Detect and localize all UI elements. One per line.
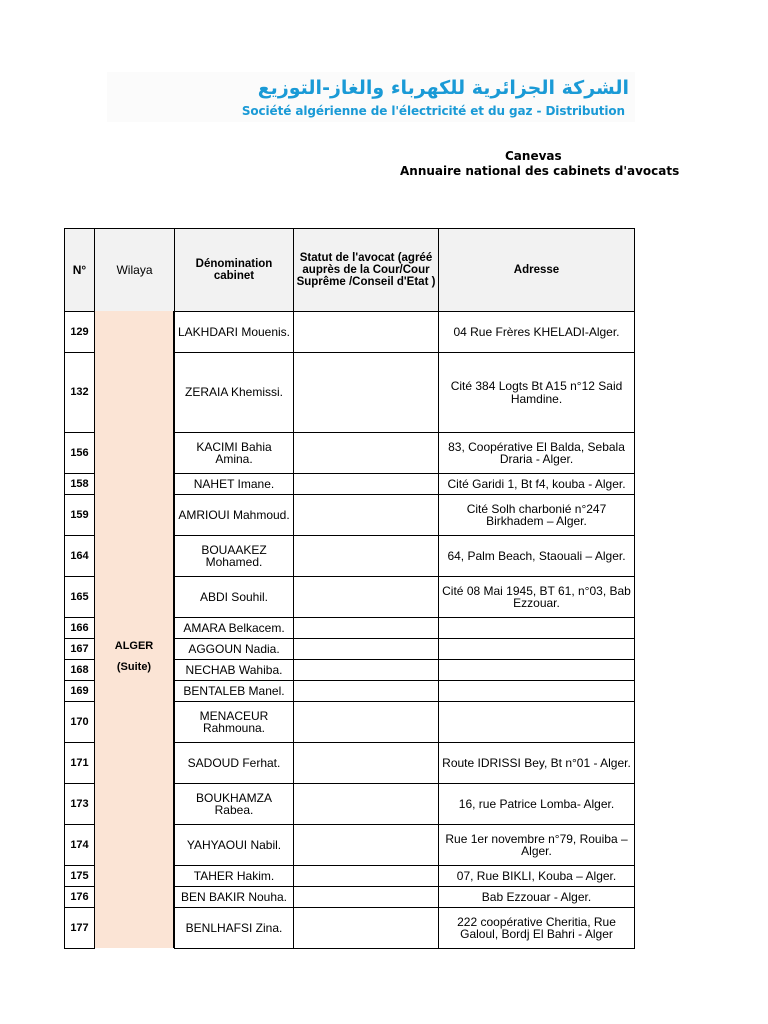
cell-denomination: NECHAB Wahiba.	[174, 659, 294, 681]
cell-adresse: Cité 08 Mai 1945, BT 61, n°03, Bab Ezzouar.	[438, 576, 635, 618]
cell-statut	[293, 352, 439, 433]
wilaya-name: ALGER	[114, 640, 154, 652]
cell-adresse	[438, 680, 635, 702]
cell-denomination: SADOUD Ferhat.	[174, 742, 294, 784]
cell-no: 165	[64, 576, 95, 618]
cell-adresse: Cité 384 Logts Bt A15 n°12 Said Hamdine.	[438, 352, 635, 433]
cell-statut	[293, 865, 439, 887]
cell-adresse	[438, 659, 635, 681]
cell-no: 158	[64, 473, 95, 495]
header-number: N°	[64, 228, 95, 312]
cell-denomination: LAKHDARI Mouenis.	[174, 311, 294, 353]
logo-french-text: Société algérienne de l'électricité et du gaz - Distribution	[241, 104, 625, 118]
cell-statut	[293, 701, 439, 743]
cell-no: 129	[64, 311, 95, 353]
header-statut: Statut de l'avocat (agréé auprès de la Cour/Cour Suprême /Conseil d'Etat )	[293, 228, 439, 312]
cell-statut	[293, 617, 439, 639]
cell-statut	[293, 680, 439, 702]
cell-statut	[293, 886, 439, 908]
header-wilaya: Wilaya	[94, 228, 175, 312]
cell-adresse: Bab Ezzouar - Alger.	[438, 886, 635, 908]
cell-no: 175	[64, 865, 95, 887]
cell-denomination: BOUAAKEZ Mohamed.	[174, 535, 294, 577]
cell-statut	[293, 576, 439, 618]
cell-no: 167	[64, 638, 95, 660]
cell-adresse	[438, 617, 635, 639]
cell-adresse: 222 coopérative Cheritia, Rue Galoul, Bordj El Bahri - Alger	[438, 907, 635, 949]
cell-denomination: BENTALEB Manel.	[174, 680, 294, 702]
cell-no: 170	[64, 701, 95, 743]
cell-no: 159	[64, 494, 95, 536]
cell-no: 174	[64, 824, 95, 866]
cell-statut	[293, 432, 439, 474]
cell-denomination: KACIMI Bahia Amina.	[174, 432, 294, 474]
cell-denomination: AMARA Belkacem.	[174, 617, 294, 639]
cell-no: 176	[64, 886, 95, 908]
cell-statut	[293, 824, 439, 866]
cell-no: 177	[64, 907, 95, 949]
cell-statut	[293, 638, 439, 660]
cell-no: 173	[64, 783, 95, 825]
cell-adresse	[438, 701, 635, 743]
cell-adresse: Cité Solh charbonié n°247 Birkhadem – Alger.	[438, 494, 635, 536]
cell-denomination: BOUKHAMZA Rabea.	[174, 783, 294, 825]
cell-denomination: AGGOUN Nadia.	[174, 638, 294, 660]
cell-denomination: MENACEUR Rahmouna.	[174, 701, 294, 743]
lawyers-table	[64, 228, 635, 948]
cell-statut	[293, 473, 439, 495]
cell-adresse: Route IDRISSI Bey, Bt n°01 - Alger.	[438, 742, 635, 784]
cell-adresse: Cité Garidi 1, Bt f4, kouba - Alger.	[438, 473, 635, 495]
document-title: Canevas	[505, 149, 562, 163]
cell-no: 156	[64, 432, 95, 474]
cell-denomination: TAHER Hakim.	[174, 865, 294, 887]
cell-denomination: YAHYAOUI Nabil.	[174, 824, 294, 866]
cell-denomination: AMRIOUI Mahmoud.	[174, 494, 294, 536]
cell-statut	[293, 494, 439, 536]
cell-adresse: 16, rue Patrice Lomba- Alger.	[438, 783, 635, 825]
cell-denomination: ZERAIA Khemissi.	[174, 352, 294, 433]
header-denomination: Dénomination cabinet	[174, 228, 294, 312]
cell-adresse: 07, Rue BIKLI, Kouba – Alger.	[438, 865, 635, 887]
cell-adresse: Rue 1er novembre n°79, Rouiba – Alger.	[438, 824, 635, 866]
cell-denomination: NAHET Imane.	[174, 473, 294, 495]
cell-statut	[293, 907, 439, 949]
cell-adresse: 04 Rue Frères KHELADI-Alger.	[438, 311, 635, 353]
cell-adresse: 83, Coopérative El Balda, Sebala Draria - Alger.	[438, 432, 635, 474]
company-logo	[107, 72, 635, 122]
cell-adresse	[438, 638, 635, 660]
logo-arabic-text: الشركة الجزائرية للكهرباء والغاز-التوزيع	[257, 77, 629, 99]
wilaya-suffix: (Suite)	[116, 661, 152, 673]
document-subtitle-clip	[400, 162, 680, 182]
cell-no: 164	[64, 535, 95, 577]
cell-statut	[293, 783, 439, 825]
cell-denomination: BENLHAFSI Zina.	[174, 907, 294, 949]
cell-no: 169	[64, 680, 95, 702]
header-adresse: Adresse	[438, 228, 635, 312]
cell-adresse: 64, Palm Beach, Staouali – Alger.	[438, 535, 635, 577]
cell-no: 166	[64, 617, 95, 639]
cell-no: 132	[64, 352, 95, 433]
cell-denomination: BEN BAKIR Nouha.	[174, 886, 294, 908]
cell-statut	[293, 659, 439, 681]
document-subtitle: Annuaire national des cabinets d'avocats	[400, 164, 680, 178]
wilaya-cell	[94, 311, 174, 948]
cell-statut	[293, 311, 439, 353]
cell-statut	[293, 742, 439, 784]
cell-statut	[293, 535, 439, 577]
cell-no: 171	[64, 742, 95, 784]
cell-no: 168	[64, 659, 95, 681]
cell-denomination: ABDI Souhil.	[174, 576, 294, 618]
